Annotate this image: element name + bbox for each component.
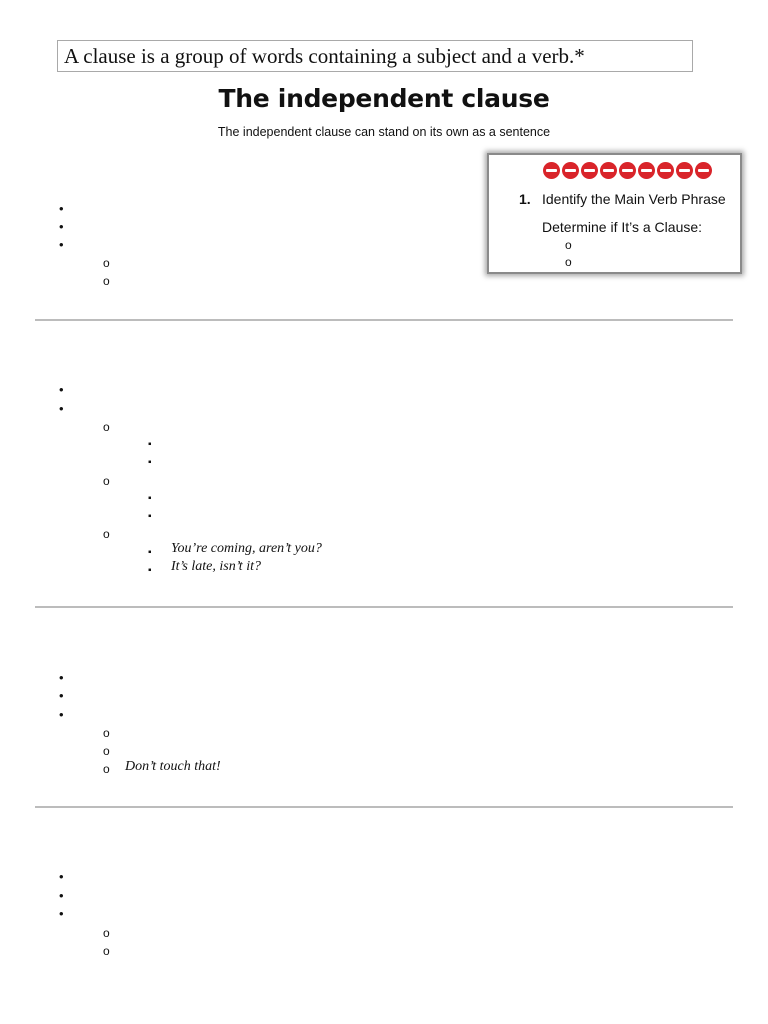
list-bullet bbox=[59, 689, 64, 702]
stop-icon bbox=[581, 162, 598, 179]
step-1 bbox=[519, 191, 726, 207]
stop-icon bbox=[619, 162, 636, 179]
step-2-text: Determine if It’s a Clause: bbox=[542, 219, 703, 235]
list-square-bullet bbox=[148, 454, 152, 469]
list-bullet bbox=[59, 671, 64, 684]
definition-box bbox=[57, 40, 693, 72]
step-2-sub-bullet bbox=[565, 239, 572, 251]
stop-icon bbox=[657, 162, 674, 179]
step-1-number: 1. bbox=[519, 191, 531, 207]
list-sub-bullet bbox=[103, 474, 110, 488]
list-square-bullet bbox=[148, 490, 152, 505]
list-bullet bbox=[59, 383, 64, 396]
list-bullet bbox=[59, 202, 64, 215]
list-square-bullet bbox=[148, 544, 152, 559]
section-divider bbox=[35, 606, 733, 608]
steps-box bbox=[487, 153, 742, 274]
list-square-bullet bbox=[148, 562, 152, 577]
example-imperative: Don’t touch that! bbox=[125, 759, 221, 774]
list-sub-bullet bbox=[103, 744, 110, 758]
page-title: The independent clause bbox=[218, 84, 550, 113]
example-tag-question-2: It’s late, isn’t it? bbox=[171, 559, 261, 574]
list-bullet bbox=[59, 708, 64, 721]
stop-icon bbox=[562, 162, 579, 179]
step-1-text: Identify the Main Verb Phrase bbox=[542, 191, 726, 207]
page-subtitle: The independent clause can stand on its own as a sentence bbox=[217, 125, 551, 139]
stop-icon bbox=[638, 162, 655, 179]
list-square-bullet bbox=[148, 508, 152, 523]
stop-icon bbox=[600, 162, 617, 179]
stop-icon bbox=[676, 162, 693, 179]
step-2-sub-bullet bbox=[565, 256, 572, 268]
list-bullet bbox=[59, 889, 64, 902]
list-sub-bullet bbox=[103, 274, 110, 288]
list-sub-bullet bbox=[103, 420, 110, 434]
list-sub-bullet bbox=[103, 527, 110, 541]
list-sub-bullet bbox=[103, 944, 110, 958]
list-bullet bbox=[59, 907, 64, 920]
list-bullet bbox=[59, 238, 64, 251]
list-bullet bbox=[59, 220, 64, 233]
section-divider bbox=[35, 806, 733, 808]
stop-icon bbox=[543, 162, 560, 179]
list-sub-bullet bbox=[103, 256, 110, 270]
stop-icon bbox=[695, 162, 712, 179]
list-sub-bullet bbox=[103, 926, 110, 940]
list-bullet bbox=[59, 402, 64, 415]
list-square-bullet bbox=[148, 436, 152, 451]
list-sub-bullet bbox=[103, 762, 110, 776]
list-sub-bullet bbox=[103, 726, 110, 740]
list-bullet bbox=[59, 870, 64, 883]
stop-icon-row bbox=[543, 162, 712, 179]
section-divider bbox=[35, 319, 733, 321]
definition-text: A clause is a group of words containing a subject and a verb.* bbox=[64, 44, 585, 68]
example-tag-question-1: You’re coming, aren’t you? bbox=[171, 541, 322, 556]
